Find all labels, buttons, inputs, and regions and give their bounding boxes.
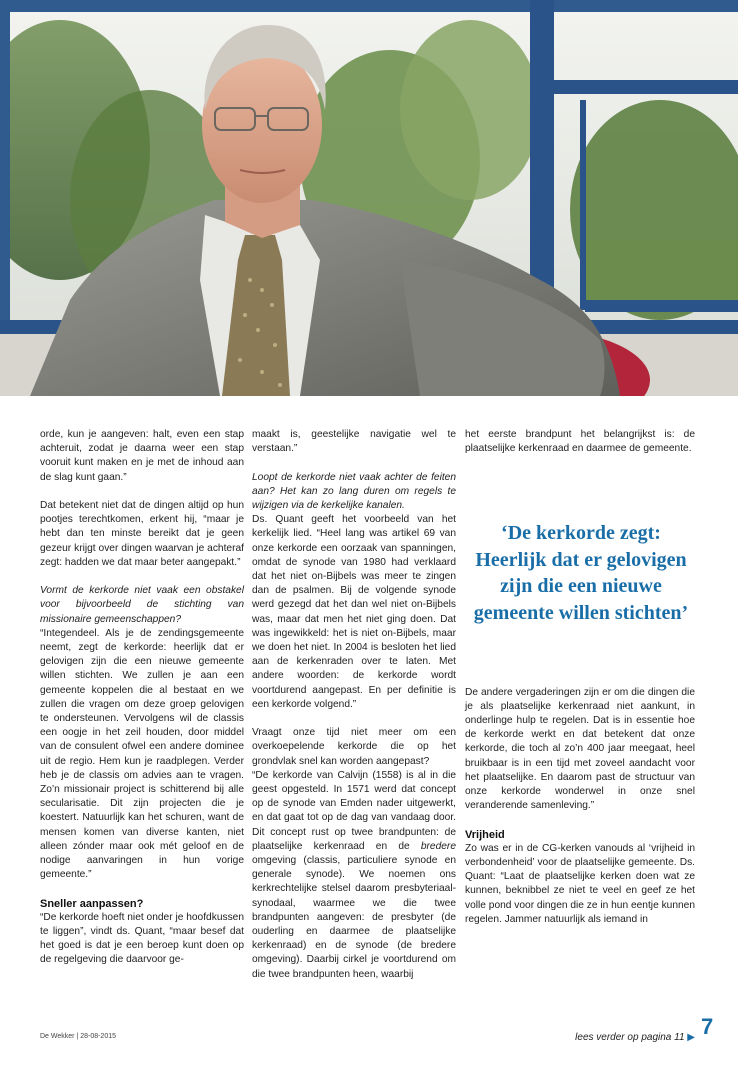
interview-question: Loopt de kerkorde niet vaak achter de feiten aan? Het kan zo lang duren om regels te wijzigen via de kerkelijke kanalen. [252, 471, 456, 511]
paragraph: orde, kun je aangeven: halt, even een stap achteruit, zodat je daarna weer een stap vooruit kunt maken en je met de inhoud aan de slag kunt gaan.” [40, 429, 244, 483]
text-run: omgeving (classis, particuliere synode en generale synode). We noemen ons kerkrechtelijke stelsel daarom presbyteriaal-synodaal, waarmee we die twee brandpunten aangeven: de presbyter (de ouderling en daarmee de plaatselijke kerkenraad) en de synode (de bredere omgeving). Daarbij cirkel je voortdurend om die twee brandpunten heen, waarbij [252, 855, 456, 980]
interview-question: Vormt de kerkorde niet vaak een obstakel voor bijvoorbeeld de stichting van missionaire gemeenschappen? [40, 585, 244, 625]
pull-quote: ‘De kerkorde zegt: Heerlijk dat er gelovigen zijn die een nieuwe gemeente willen stichten’ [473, 522, 689, 624]
arrow-right-icon: ▶ [687, 1032, 695, 1043]
text-run-italic: bredere [420, 840, 456, 852]
paragraph: De andere vergaderingen zijn er om die dingen die je als plaatselijke kerkenraad niet aankunt, in onderlinge hulp te regelen. Dat is in essentie hoe de kerkorde werkt en dat betekent dat onze kerkorde, die toch al zo’n 400 jaar meegaat, heel bruikbaar is in een tijd met zoveel aandacht voor het plaatselijke. En daarom past de structuur van onze kerkorde wonderwel in onze snel veranderende samenleving.” [465, 686, 695, 812]
portrait-photo [0, 0, 738, 396]
article-column-1 [40, 428, 244, 968]
paragraph: Vraagt onze tijd niet meer om een overkoepelende kerkorde die op het grondvlak snel kan worden aangepast? [252, 727, 456, 767]
paragraph: maakt is, geestelijke navigatie wel te verstaan.” [252, 429, 456, 455]
paragraph: Zo was er in de CG-kerken vanouds al ‘vrijheid in verbondenheid’ voor de plaatselijke gemeente. Ds. Quant: “Laat de plaatselijke kerken doen wat ze kunnen, beknibbel ze niet te veel en geef ze het volle pond voor dingen die ze in hun eentje kunnen regelen. Jammer natuurlijk als iemand in [465, 842, 695, 925]
text-run: “De kerkorde van Calvijn (1558) is al in die geest opgesteld. In 1571 werd dat concept op de synode van Emden nader uitgewerkt, en dat gaat tot op de dag van vandaag door. Dit concept rust op twee brandpunten: de plaatselijke kerkenraad en de [252, 769, 456, 852]
page-number: 7 [701, 1014, 714, 1039]
paragraph: het eerste brandpunt het belangrijkst is: de plaatselijke kerkenraad en daarmee de gemeente. [465, 429, 695, 455]
article-column-2 [252, 428, 456, 982]
section-heading: Vrijheid [465, 828, 505, 841]
paragraph [252, 769, 456, 982]
article-column-3 [465, 428, 695, 927]
paragraph: “Integendeel. Als je de zendingsgemeente neemt, zegt de kerkorde: heerlijk dat er gelovigen zijn die een nieuwe gemeente willen stichten. We zullen je aan een gemeente koppelen die al bestaat en we zullen die vragen om deze groep gelovigen te ondersteunen. Vervolgens wil de classis een oogje in het zeil houden, door middel van de consulent ofwel een andere dominee uit de regio. Hem kun je raadplegen. Verder heb je de classis om advies aan te vragen. Zo’n missionair project is schitterend bij alle secularisatie. Dit zijn projecten die je koestert. Natuurlijk kan het schuren, want de mensen komen van diverse kanten, niet alleen zónder maar ook mét geloof en de nodige aanvaringen in hun vorige gemeente.” [40, 627, 244, 881]
paragraph: “De kerkorde hoeft niet onder je hoofdkussen te liggen”, vindt ds. Quant, “maar besef dat het goed is dat je een beroep kunt doen op de regelgeving die daarvoor ge- [40, 911, 244, 966]
paragraph: Dat betekent niet dat de dingen altijd op hun pootjes terechtkomen, erkent hij, “maar je hebt dan ten minste bereikt dat je geen gezeur krijgt over dingen waarvan je achteraf zegt: hadden we dat maar beter aangepakt.” [40, 500, 244, 568]
paragraph: Ds. Quant geeft het voorbeeld van het kerkelijk lied. “Heel lang was artikel 69 van onze kerkorde een oorzaak van spanningen, omdat de synode van 1980 had verklaard dat het niet on-Bijbels was meer te zingen dan de psalmen. Bij de volgende synode werd gezegd dat het dan wel niet on-Bijbels was, maar dat men het niet ging doen. Dat was ingewikkeld: het is niet on-Bijbels, maar we doen het niet. In 2004 is besloten het lied aan de kerkenraden over te laten. Met andere woorden: de kerkorde wordt voortdurend aangepast. En per definitie is een kerkorde volgend.” [252, 514, 456, 710]
continuation-text: lees verder op pagina 11 [575, 1032, 685, 1043]
footer-publication: De Wekker | 28-08-2015 [40, 1033, 117, 1040]
continuation-note[interactable] [545, 1032, 695, 1043]
section-heading: Sneller aanpassen? [40, 897, 144, 910]
